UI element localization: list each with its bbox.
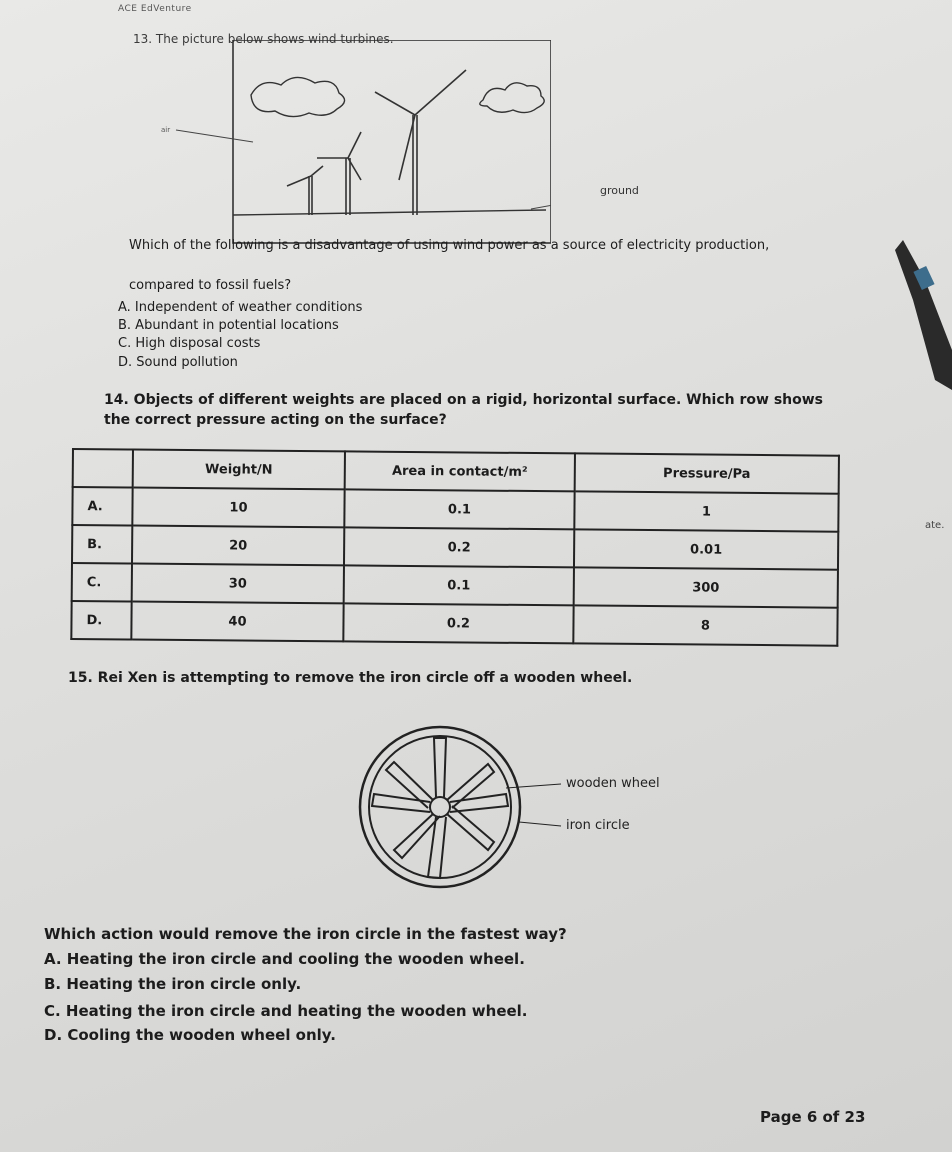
table-header-row	[73, 449, 839, 494]
q13-stem-line1: Which of the following is a disadvantage of using wind power as a source of electricity production,	[129, 238, 770, 253]
q13-option-c: C. High disposal costs	[118, 336, 261, 351]
area-cell: 0.2	[343, 603, 573, 643]
wooden-wheel-figure	[356, 722, 656, 892]
q13-title: 13. The picture below shows wind turbines.	[133, 32, 394, 46]
iron-circle-label: iron circle	[566, 818, 630, 833]
table-header-area: Area in contact/m²	[345, 451, 575, 491]
weight-cell: 10	[132, 488, 344, 528]
pressure-cell: 8	[573, 605, 837, 645]
pressure-cell: 1	[574, 491, 838, 531]
area-cell: 0.1	[344, 489, 574, 529]
area-cell: 0.1	[344, 565, 574, 605]
row-label: C.	[72, 563, 132, 602]
table-row	[72, 525, 838, 570]
q15-question: Which action would remove the iron circle in the fastest way?	[44, 925, 567, 943]
wooden-wheel-label: wooden wheel	[566, 776, 660, 791]
row-label: D.	[71, 601, 131, 640]
q13-option-a: A. Independent of weather conditions	[118, 300, 363, 315]
ground-label: ground	[600, 184, 639, 197]
pressure-cell: 0.01	[574, 529, 838, 569]
q14-stem: 14. Objects of different weights are placed on a rigid, horizontal surface. Which row shows the correct pressure acting on the surface?	[104, 392, 823, 428]
page-number: Page 6 of 23	[760, 1108, 866, 1126]
q15-option-d: D. Cooling the wooden wheel only.	[44, 1026, 336, 1044]
table-row	[71, 601, 837, 646]
pen-image	[895, 240, 952, 390]
weight-cell: 20	[132, 526, 344, 566]
table-header-weight: Weight/N	[133, 450, 345, 490]
weight-cell: 40	[131, 602, 343, 642]
q13-option-b: B. Abundant in potential locations	[118, 318, 339, 333]
area-cell: 0.2	[344, 527, 574, 567]
q15-option-b: B. Heating the iron circle only.	[44, 975, 302, 993]
svg-text:air: air	[161, 126, 171, 134]
wind-turbine-figure	[131, 40, 551, 245]
pressure-table	[70, 448, 840, 647]
q13-option-d: D. Sound pollution	[118, 355, 238, 370]
brand-header: ACE EdVenture	[118, 4, 192, 14]
row-label: A.	[72, 487, 132, 526]
q15-stem: 15. Rei Xen is attempting to remove the iron circle off a wooden wheel.	[68, 670, 633, 686]
row-label: B.	[72, 525, 132, 564]
table-header-blank	[73, 449, 133, 488]
pressure-cell: 300	[574, 567, 838, 607]
q13-stem-line2: compared to fossil fuels?	[129, 278, 292, 293]
table-header-pressure: Pressure/Pa	[575, 453, 839, 493]
weight-cell: 30	[132, 564, 344, 604]
q15-option-c: C. Heating the iron circle and heating the wooden wheel.	[44, 1002, 528, 1020]
table-row	[72, 563, 838, 608]
table-row	[72, 487, 838, 532]
q15-option-a: A. Heating the iron circle and cooling the wooden wheel.	[44, 950, 525, 968]
margin-note: ate.	[925, 520, 945, 531]
